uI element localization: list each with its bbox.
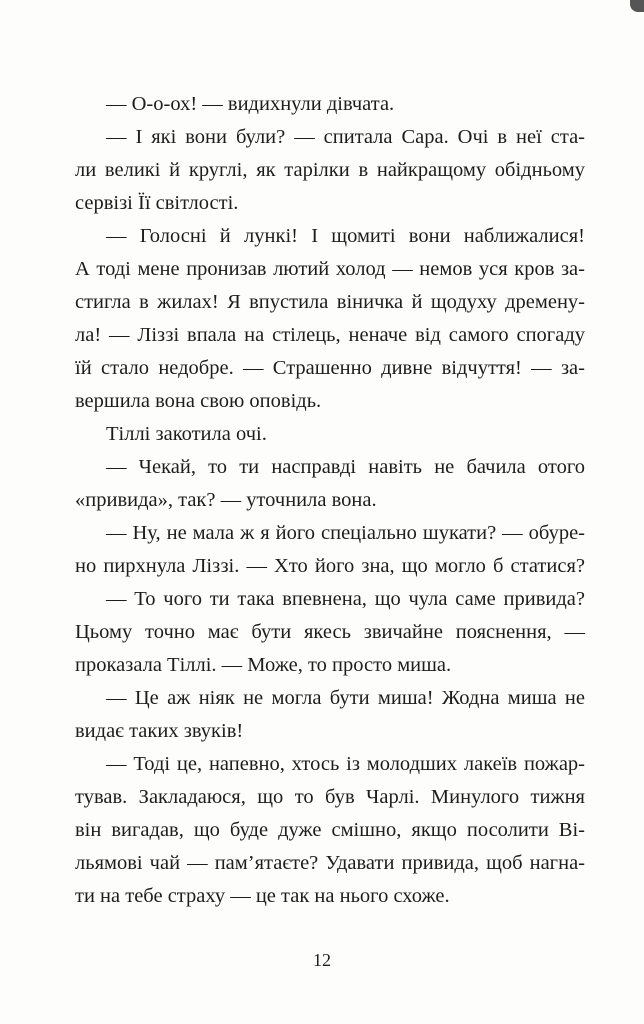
text-line: А тоді мене пронизав лютий холод — немов уся кров за- — [75, 258, 585, 280]
text-line: — І які вони були? — спитала Сара. Очі в неї ста- — [106, 126, 585, 148]
text-line: проказала Тіллі. — Може, то просто миша. — [75, 654, 452, 676]
text-line: ла! — Ліззі впала на стілець, неначе від самого спогаду — [75, 324, 585, 346]
text-line: сервізі Її світлості. — [75, 192, 239, 214]
text-line: — Ну, не мала ж я його спеціально шукати? — обуре- — [106, 522, 585, 544]
text-line: — Тоді це, напевно, хтось із молодших лакеїв пожар- — [106, 753, 585, 775]
text-line: вершила вона свою оповідь. — [75, 390, 322, 412]
text-line: — Чекай, то ти насправді навіть не бачила отого — [106, 456, 585, 478]
text-line: — О-о-ох! — видихнули дівчата. — [106, 93, 395, 115]
text-line: но пирхнула Ліззі. — Хто його зна, що могло б статися? — [75, 555, 585, 577]
text-line: видає таких звуків! — [75, 720, 244, 742]
body-text — [75, 88, 585, 913]
text-line: він вигадав, що буде дуже смішно, якщо посолити Ві- — [75, 819, 585, 841]
text-line: «привида», так? — уточнила вона. — [75, 489, 377, 511]
text-line: льямові чай — пам’ятаєте? Удавати привида, щоб нагна- — [75, 852, 585, 874]
text-line: — Це аж ніяк не могла бути миша! Жодна миша не — [106, 687, 585, 709]
page-number: 12 — [313, 950, 331, 970]
text-line: ли великі й круглі, як тарілки в найкращому обідньому — [75, 159, 585, 181]
text-line: — То чого ти така впевнена, що чула саме привида? — [106, 588, 585, 610]
text-line: тував. Закладаюся, що то був Чарлі. Минулого тижня — [75, 786, 585, 808]
text-line: їй стало недобре. — Страшенно дивне відчуття! — за- — [75, 357, 585, 379]
text-line: стигла в жилах! Я впустила віничка й щодуху дремену- — [75, 291, 585, 313]
scan-corner-mark — [630, 0, 644, 12]
text-line: — Голосні й лункі! І щомиті вони наближалися! — [106, 225, 585, 247]
text-line: Цьому точно має бути якесь звичайне пояснення, — — [75, 621, 585, 643]
text-line: ти на тебе страху — це так на нього схоже. — [75, 885, 450, 907]
text-line: Тіллі закотила очі. — [106, 423, 267, 445]
